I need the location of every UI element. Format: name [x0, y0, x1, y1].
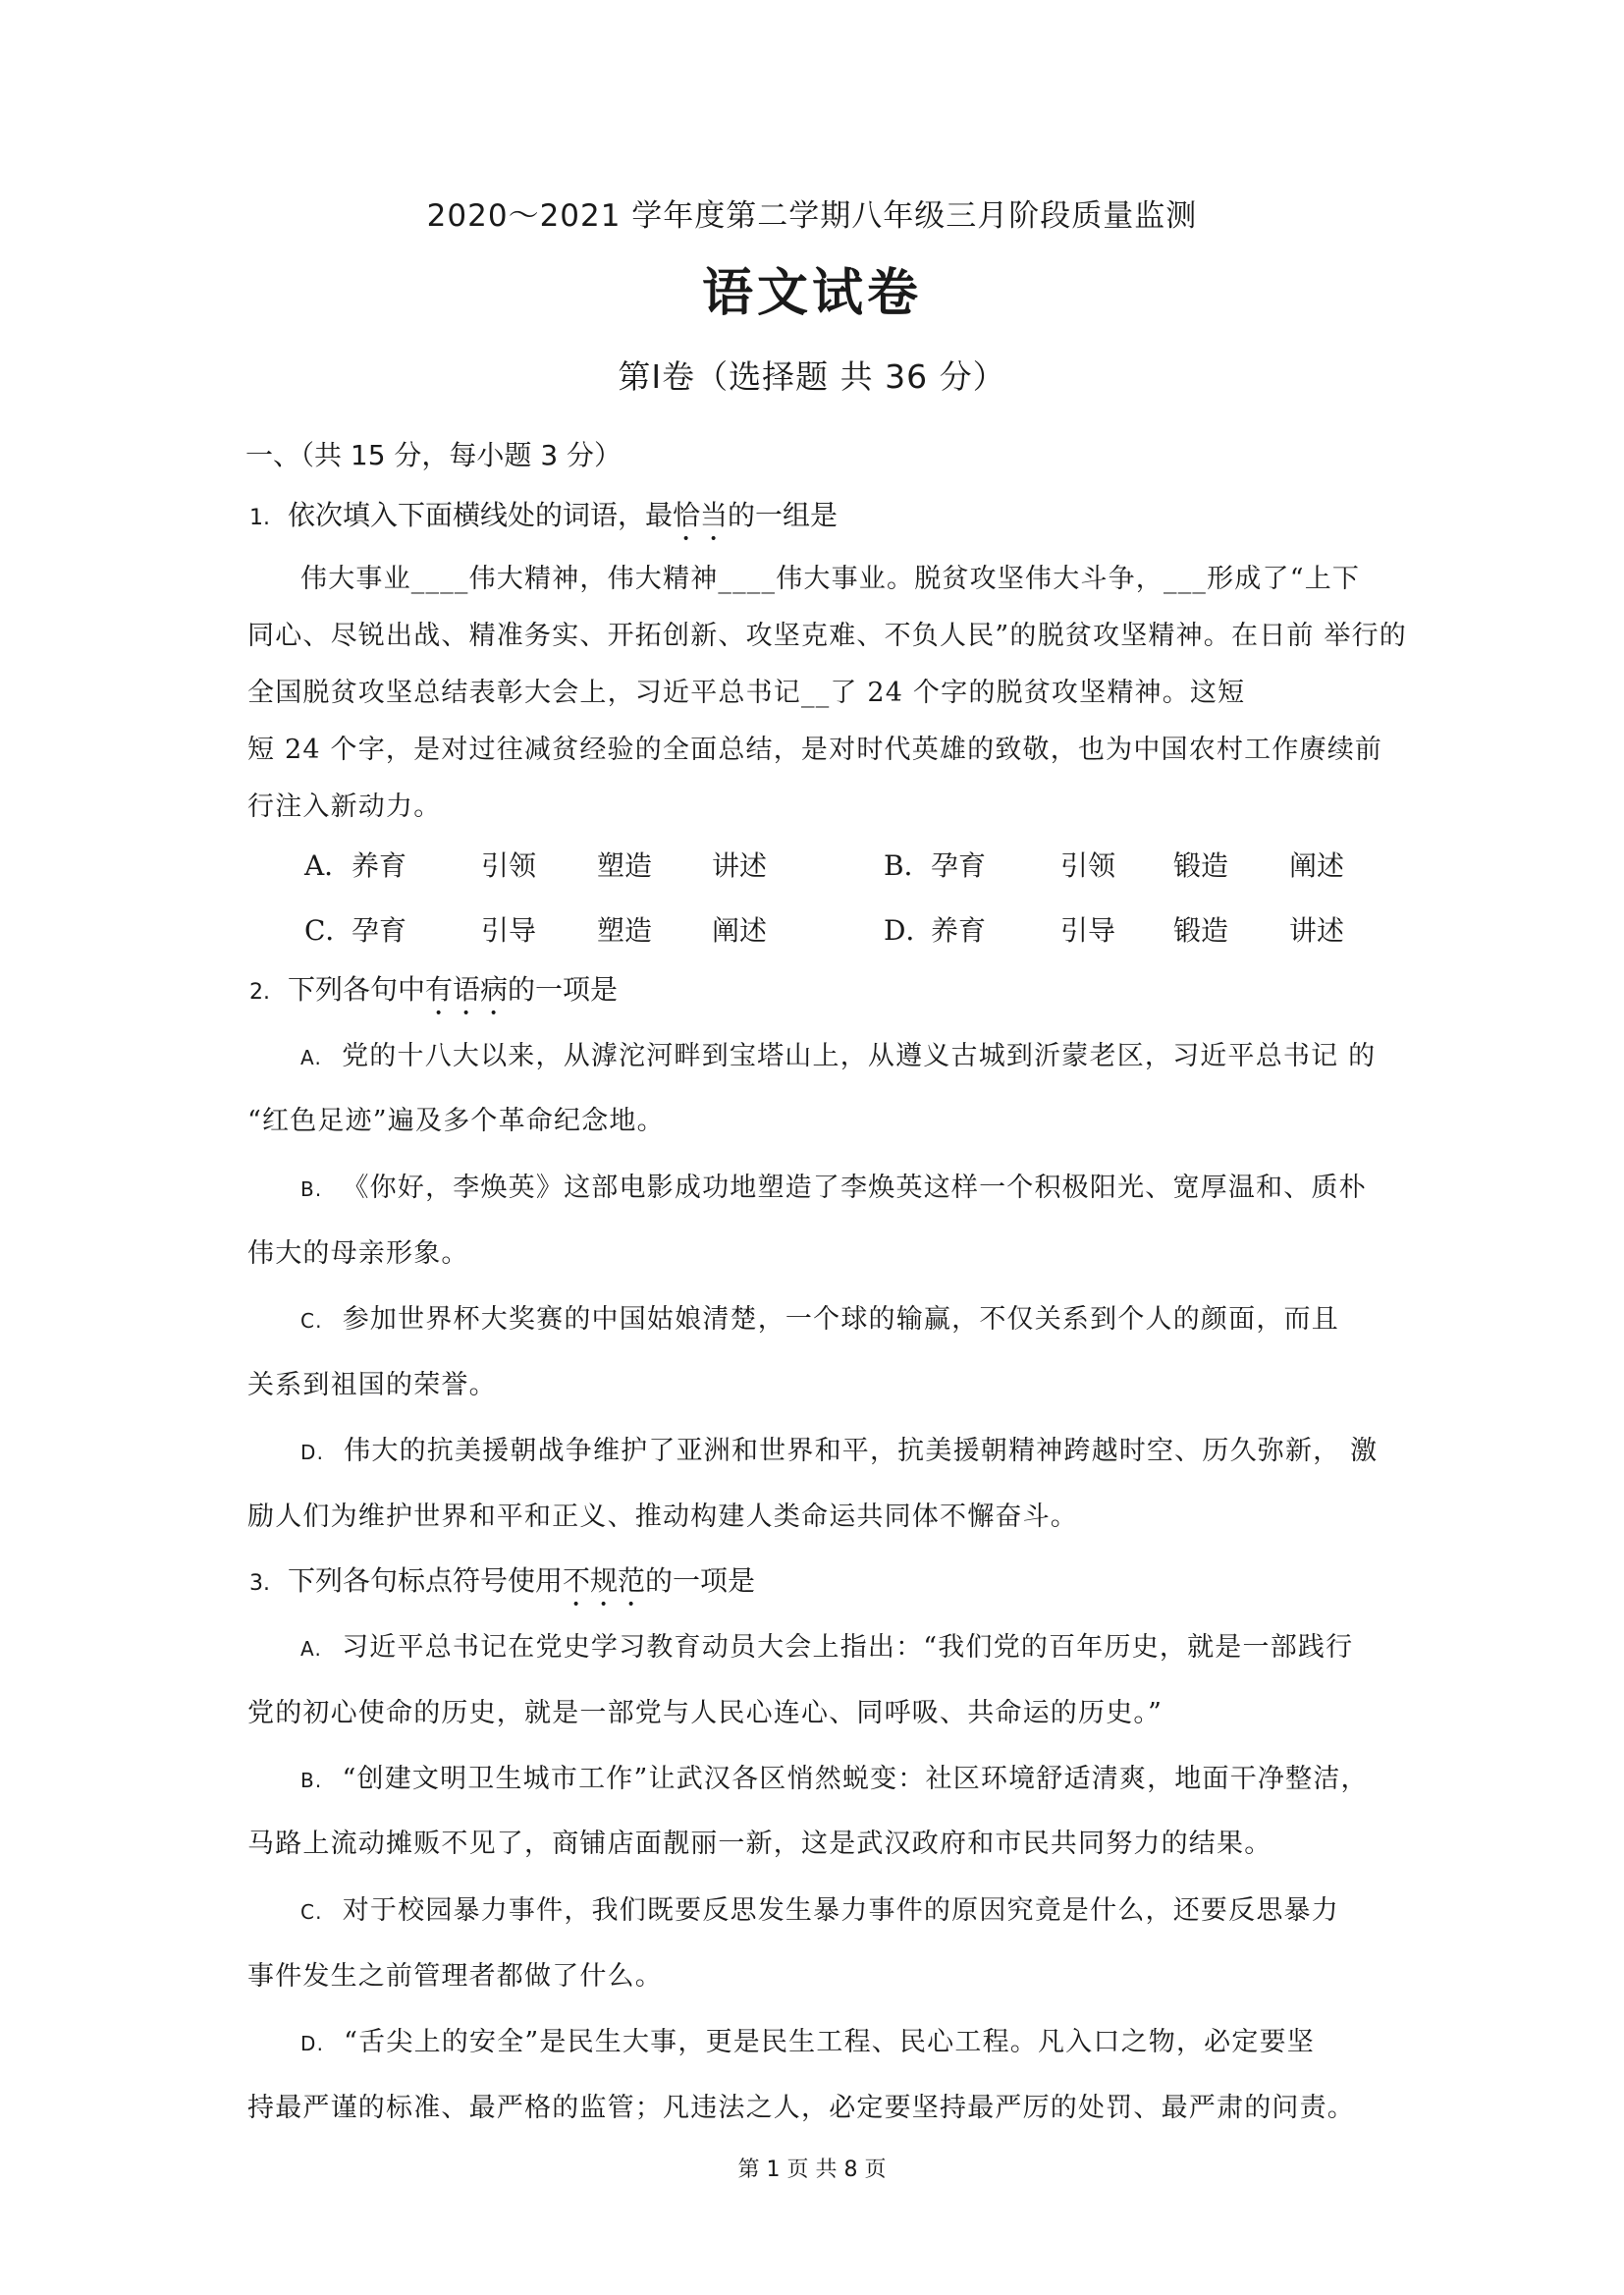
- option-line: 持最严谨的标准、最严格的监管；凡违法之人，必定要坚持最严厉的处罚、最严肃的问责。: [247, 2093, 1355, 2123]
- question-number: 3.: [249, 1571, 270, 1596]
- passage-line: 伟大事业____伟大精神，伟大精神____伟大事业。脱贫攻坚伟大斗争，___形成了“上下: [300, 564, 1361, 594]
- option-line: A. 习近平总书记在党史学习教育动员大会上指出：“我们党的百年历史，就是一部践行: [300, 1632, 1354, 1663]
- passage-line: 短 24 个字，是对过往减贫经验的全面总结，是对时代英雄的致敬，也为中国农村工作赓续前: [247, 735, 1383, 765]
- exam-page: 2020～2021 学年度第二学期八年级三月阶段质量监测 语文试卷 第Ⅰ卷（选择题 共 36 分） 一、（共 15 分，每小题 3 分） 1. 依次填入下面横线处的词语，最恰当的一组是 伟大事业____伟大精神，伟大精神____伟大事业。脱贫攻坚伟大斗争，___形成了“上下 同心、尽锐出战、精准务实、开拓创新、攻坚克难、不负人民”的脱贫攻坚精神。在日前 举行的 全国脱贫攻坚总结表彰大会上，习近平总书记__了 24 个字的脱贫攻坚精神。这短 短 24 个字，是对过往减贫经验的全面总结，是对时代英雄的致敬，也为中国农村工作赓续前 行注入新动力。 A． 养育 引领 塑造 讲述 B． 孕育 引领 锻造 阐述 C． 孕育 引导 塑造 阐述 D． 养育 引导 锻造 讲述 2. 下列各句中有语病的一项是 A. 党的十八大以来，从滹沱河畔到宝塔山上，从遵义古城到沂蒙老区，习近平总书记 的 “红色足迹”遍及多个革命纪念地。 B. 《你好，李焕英》这部电影成功地塑造了李焕英这样一个积极阳光、宽厚温和、质朴 伟大的母亲形象。 C. 参加世界杯大奖赛的中国姑娘清楚，一个球的输赢，不仅关系到个人的颜面，而且 关系到祖国的荣誉。 D. 伟大的抗美援朝战争维护了亚洲和世界和平，抗美援朝精神跨越时空、历久弥新， 激 励人们为维护世界和平和正义、推动构建人类命运共同体不懈奋斗。 3. 下列各句标点符号使用不规范的一项是 A. 习近平总书记在党史学习教育动员大会上指出：“我们党的百年历史，就是一部践行 党的初心使命的历史，就是一部党与人民心连心、同呼吸、共命运的历史。” B. “创建文明卫生城市工作”让武汉各区悄然蜕变：社区环境舒适清爽，地面干净整洁， 马路上流动摊贩不见了，商铺店面靓丽一新，这是武汉政府和市民共同努力的结果。 C. 对于校园暴力事件，我们既要反思发生暴力事件的原因究竟是什么，还要反思暴力 事件发生之前管理者都做了什么。 D. “舌尖上的安全”是民生大事，更是民生工程、民心工程。凡入口之物，必定要坚 持最严谨的标准、最严格的监管；凡违法之人，必定要坚持最严厉的处罚、最严肃的问责。 第 1 页 共 8 页: [0, 0, 1624, 2295]
- emphasis-text: 恰当: [673, 499, 729, 531]
- option-line: 励人们为维护世界和平和正义、推动构建人类命运共同体不懈奋斗。: [247, 1502, 1078, 1532]
- option-line: A. 党的十八大以来，从滹沱河畔到宝塔山上，从遵义古城到沂蒙老区，习近平总书记 的: [300, 1041, 1377, 1071]
- exam-subtitle: 2020～2021 学年度第二学期八年级三月阶段质量监测: [426, 198, 1198, 234]
- exam-title: 语文试卷: [701, 263, 922, 323]
- question-2-stem: 2. 下列各句中有语病的一项是: [249, 973, 619, 1006]
- question-1-stem: 1. 依次填入下面横线处的词语，最恰当的一组是: [249, 499, 839, 531]
- option-line: D. 伟大的抗美援朝战争维护了亚洲和世界和平，抗美援朝精神跨越时空、历久弥新， 激: [300, 1436, 1379, 1466]
- option-line: C. 参加世界杯大奖赛的中国姑娘清楚，一个球的输赢，不仅关系到个人的颜面，而且: [300, 1304, 1339, 1335]
- option-line: 事件发生之前管理者都做了什么。: [247, 1961, 663, 1992]
- question-number: 1.: [249, 506, 270, 530]
- option-line: “红色足迹”遍及多个革命纪念地。: [247, 1106, 665, 1136]
- option-line: B. 《你好，李焕英》这部电影成功地塑造了李焕英这样一个积极阳光、宽厚温和、质朴: [300, 1173, 1367, 1203]
- option-line: B. “创建文明卫生城市工作”让武汉各区悄然蜕变：社区环境舒适清爽，地面干净整洁，: [300, 1764, 1369, 1794]
- page-footer: 第 1 页 共 8 页: [737, 2158, 887, 2182]
- option-line: 马路上流动摊贩不见了，商铺店面靓丽一新，这是武汉政府和市民共同努力的结果。: [247, 1829, 1272, 1859]
- option-line: 关系到祖国的荣誉。: [247, 1370, 497, 1400]
- emphasis-text: 有语病: [425, 973, 509, 1006]
- volume-heading: 第Ⅰ卷（选择题 共 36 分）: [618, 357, 1006, 396]
- passage-line: 全国脱贫攻坚总结表彰大会上，习近平总书记__了 24 个字的脱贫攻坚精神。这短: [247, 678, 1246, 708]
- section-heading: 一、（共 15 分，每小题 3 分）: [245, 439, 623, 471]
- question-3-stem: 3. 下列各句标点符号使用不规范的一项是: [249, 1564, 756, 1597]
- question-number: 2.: [249, 980, 270, 1005]
- emphasis-text: 不规范: [563, 1564, 646, 1597]
- option-line: 伟大的母亲形象。: [247, 1238, 469, 1269]
- option-line: C. 对于校园暴力事件，我们既要反思发生暴力事件的原因究竟是什么，还要反思暴力: [300, 1895, 1339, 1926]
- passage-line: 行注入新动力。: [247, 792, 442, 822]
- option-line: 党的初心使命的历史，就是一部党与人民心连心、同呼吸、共命运的历史。”: [247, 1698, 1164, 1728]
- passage-line: 同心、尽锐出战、精准务实、开拓创新、攻坚克难、不负人民”的脱贫攻坚精神。在日前 举行的: [247, 621, 1407, 651]
- option-line: D. “舌尖上的安全”是民生大事，更是民生工程、民心工程。凡入口之物，必定要坚: [300, 2027, 1315, 2057]
